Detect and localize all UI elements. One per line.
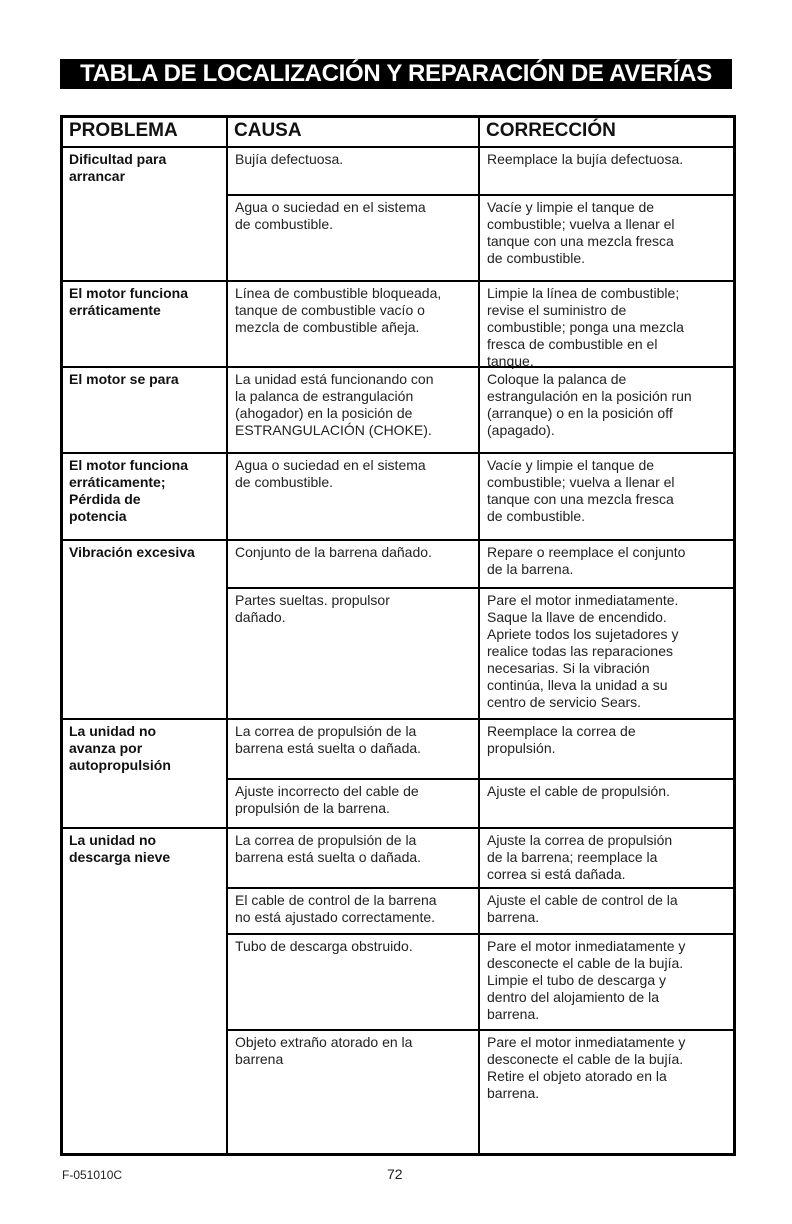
table-row	[228, 778, 733, 829]
column-divider	[478, 118, 480, 1153]
table-group	[63, 827, 733, 1105]
cause-cell: Agua o suciedad en el sistema de combustible.	[235, 457, 426, 490]
problem-cell: La unidad no avanza por autopropulsión	[69, 723, 171, 773]
correction-cell: Vacíe y limpie el tanque de combustible; vuelva a llenar el tanque con una mezcla fresca de combustible.	[487, 199, 675, 266]
correction-cell: Ajuste la correa de propulsión de la barrena; reemplace la correa si está dañada.	[487, 832, 673, 882]
cause-cell: Bujía defectuosa.	[235, 151, 344, 167]
correction-cell: Reemplace la bujía defectuosa.	[487, 151, 684, 167]
table-group	[63, 539, 733, 718]
table-row	[228, 282, 733, 368]
cause-cell: Tubo de descarga obstruido.	[235, 938, 413, 954]
problem-cell: Vibración excesiva	[69, 544, 195, 560]
correction-cell: Coloque la palanca de estrangulación en la posición run (arranque) o en la posición off (apagado).	[487, 371, 692, 438]
table-row	[228, 454, 733, 541]
table-row	[228, 720, 733, 778]
problem-cell: El motor funciona erráticamente	[69, 285, 188, 318]
correction-cell: Pare el motor inmediatamente y desconecte el cable de la bujía. Limpie el tubo de descarga y dentro del alojamiento de la barrena.	[487, 938, 686, 1022]
table-row	[228, 829, 733, 887]
correction-cell: Pare el motor inmediatamente y desconecte el cable de la bujía. Retire el objeto atorado en la barrena.	[487, 1034, 686, 1101]
correction-cell: Ajuste el cable de control de la barrena.	[487, 892, 678, 925]
header-problem: PROBLEMA	[69, 120, 178, 141]
table-group	[63, 718, 733, 827]
correction-cell: Ajuste el cable de propulsión.	[487, 783, 670, 799]
problem-cell: La unidad no descarga nieve	[69, 832, 171, 865]
table-group	[63, 366, 733, 452]
correction-cell: Pare el motor inmediatamente. Saque la llave de encendido. Apriete todos los sujetadores y realice todas las reparaciones necesarias. Si la vibración continúa, lleva la unidad a su centro de servicio Sears.	[487, 592, 679, 710]
correction-cell: Limpie la línea de combustible; revise el suministro de combustible; ponga una mezcla fresca de combustible en el tanque.	[487, 285, 684, 369]
table-row	[228, 587, 733, 720]
header-cause: CAUSA	[234, 120, 302, 141]
cause-cell: La correa de propulsión de la barrena está suelta o dañada.	[235, 723, 422, 756]
table-row	[228, 1029, 733, 1107]
table-body	[63, 148, 733, 1153]
cause-cell: El cable de control de la barrena no está ajustado correctamente.	[235, 892, 437, 925]
troubleshooting-table	[60, 115, 736, 1156]
cause-cell: Conjunto de la barrena dañado.	[235, 544, 432, 560]
table-row	[228, 541, 733, 587]
page-number: 72	[387, 1166, 403, 1182]
table-row	[228, 368, 733, 454]
document-code: F-051010C	[62, 1168, 123, 1182]
table-header	[63, 118, 733, 148]
cause-cell: Ajuste incorrecto del cable de propulsión de la barrena.	[235, 783, 419, 816]
header-correction: CORRECCIÓN	[486, 120, 616, 141]
table-row	[228, 148, 733, 194]
cause-cell: Agua o suciedad en el sistema de combustible.	[235, 199, 426, 232]
table-group	[63, 148, 733, 280]
cause-cell: La unidad está funcionando con la palanca de estrangulación (ahogador) en la posición de ESTRANGULACIÓN (CHOKE).	[235, 371, 434, 438]
column-divider	[226, 118, 228, 1153]
correction-cell: Vacíe y limpie el tanque de combustible; vuelva a llenar el tanque con una mezcla fresca de combustible.	[487, 457, 675, 524]
problem-cell: Dificultad para arrancar	[69, 151, 167, 184]
correction-cell: Repare o reemplace el conjunto de la barrena.	[487, 544, 686, 577]
cause-cell: Objeto extraño atorado en la barrena	[235, 1034, 413, 1067]
table-row	[228, 194, 733, 280]
cause-cell: Línea de combustible bloqueada, tanque de combustible vacío o mezcla de combustible añeja.	[235, 285, 442, 335]
problem-cell: El motor se para	[69, 371, 179, 387]
page-title: TABLA DE LOCALIZACIÓN Y REPARACIÓN DE AVERÍAS	[60, 59, 732, 89]
table-group	[63, 452, 733, 539]
problem-cell: El motor funciona erráticamente; Pérdida de potencia	[69, 457, 188, 524]
cause-cell: Partes sueltas. propulsor dañado.	[235, 592, 390, 625]
cause-cell: La correa de propulsión de la barrena está suelta o dañada.	[235, 832, 422, 865]
table-group	[63, 280, 733, 369]
table-row	[228, 887, 733, 933]
correction-cell: Reemplace la correa de propulsión.	[487, 723, 636, 756]
table-row	[228, 933, 733, 1029]
